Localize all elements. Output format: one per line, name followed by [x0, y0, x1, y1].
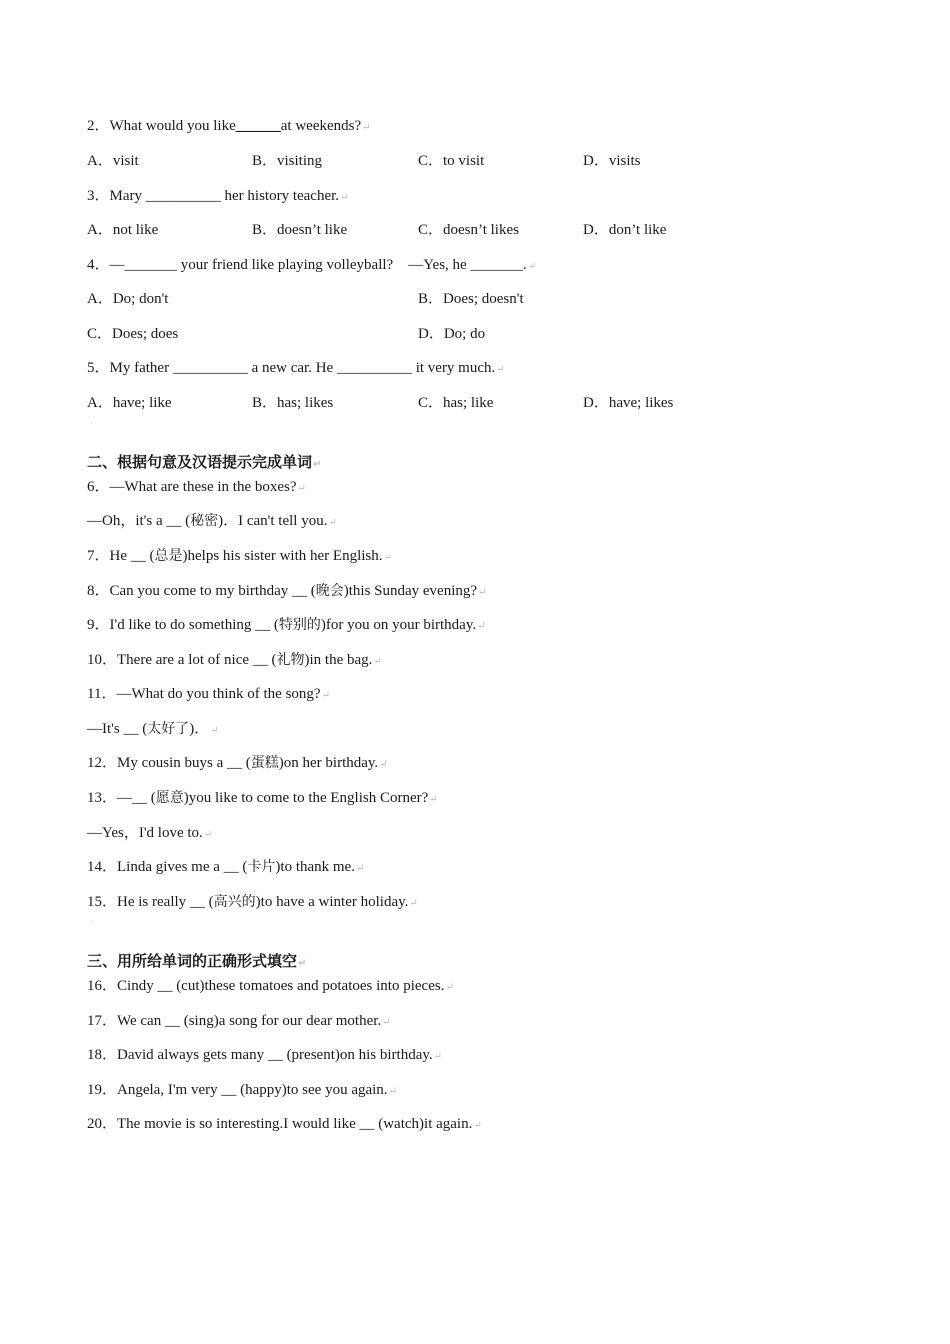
question-4: 4．—_______ your friend like playing volleyball? —Yes, he _______.↵: [87, 257, 537, 273]
question-text: I'd like to do something __ (: [109, 617, 279, 633]
question-14: 14．Linda gives me a __ (卡片)to thank me.↵: [87, 859, 365, 875]
question-number: 3．: [87, 188, 110, 204]
option-a: A．have; like: [87, 395, 172, 411]
question-13-line2: —Yes，I'd love to.↵: [87, 825, 213, 841]
chinese-hint: 蛋糕: [250, 755, 279, 771]
question-10: 10．There are a lot of nice __ (礼物)in the bag.↵: [87, 652, 382, 668]
question-text: We can __ (sing)a song for our dear mother.: [117, 1013, 382, 1029]
option-c: C．Does; does: [87, 326, 179, 342]
question-number: 6．: [87, 479, 110, 495]
question-2: 2．What would you like______at weekends?↵: [87, 118, 371, 134]
question-6: 6．—What are these in the boxes?↵: [87, 479, 306, 495]
question-number: 20．: [87, 1116, 118, 1132]
chinese-hint: 晚会: [315, 583, 344, 599]
option-a: A．not like: [87, 222, 159, 238]
question-text: My cousin buys a __ (: [117, 755, 251, 771]
question-text: Mary __________ her history teacher.: [109, 188, 340, 204]
section-title: 三、用所给单词的正确形式填空: [87, 952, 298, 970]
option-a: A．Do; don't: [87, 291, 169, 307]
question-text: Cindy __ (cut)these tomatoes and potatoes into pieces.: [117, 978, 445, 994]
question-text: —What do you think of the song?: [116, 686, 321, 702]
question-number: 8．: [87, 583, 110, 599]
question-text: Can you come to my birthday __ (: [109, 583, 316, 599]
option-b: B．has; likes: [252, 395, 334, 411]
chinese-hint: 高兴的: [213, 894, 256, 910]
question-text: What would you like: [109, 118, 236, 134]
paragraph-mark: ·: [90, 418, 93, 428]
section-3-heading: 三、用所给单词的正确形式填空↵: [87, 952, 307, 970]
chinese-hint: 总是: [154, 548, 183, 564]
question-number: 7．: [87, 548, 110, 564]
question-18: 18．David always gets many __ (present)on his birthday.↵: [87, 1047, 443, 1063]
question-number: 14．: [87, 859, 118, 875]
question-number: 18．: [87, 1047, 118, 1063]
question-text: )on her birthday.: [278, 755, 379, 771]
question-text: —What are these in the boxes?: [109, 479, 297, 495]
option-d: D．Do; do: [418, 326, 486, 342]
chinese-hint: 特别的: [278, 617, 321, 633]
question-number: 11．: [87, 686, 117, 702]
answer-blank: ______: [235, 118, 281, 134]
question-text: )you like to come to the English Corner?: [183, 790, 429, 806]
question-19: 19．Angela, I'm very __ (happy)to see you again.↵: [87, 1082, 397, 1098]
question-6-line2: —Oh，it's a __ (秘密)．I can't tell you.↵: [87, 513, 337, 529]
question-number: 15．: [87, 894, 118, 910]
option-b: B．Does; doesn't: [418, 291, 524, 307]
question-20: 20．The movie is so interesting.I would like __ (watch)it again.↵: [87, 1116, 482, 1132]
option-d: D．have; likes: [583, 395, 674, 411]
option-c: C．doesn’t likes: [418, 222, 519, 238]
question-number: 16．: [87, 978, 118, 994]
question-number: 12．: [87, 755, 118, 771]
option-d: D．don’t like: [583, 222, 667, 238]
question-number: 17．: [87, 1013, 118, 1029]
question-3: 3．Mary __________ her history teacher.↵: [87, 188, 349, 204]
option-b: B．doesn’t like: [252, 222, 348, 238]
question-text: )helps his sister with her English.: [182, 548, 383, 564]
question-text: He is really __ (: [117, 894, 214, 910]
question-text: —_______ your friend like playing volleyball? —Yes, he _______.: [109, 257, 527, 273]
question-text: )this Sunday evening?: [343, 583, 478, 599]
option-d: D．visits: [583, 153, 641, 169]
question-text: There are a lot of nice __ (: [117, 652, 277, 668]
option-b: B．visiting: [252, 153, 323, 169]
question-text: The movie is so interesting.I would like __ (watch)it again.: [117, 1116, 473, 1132]
question-number: 5．: [87, 360, 110, 376]
question-17: 17．We can __ (sing)a song for our dear mother.↵: [87, 1013, 391, 1029]
question-number: 9．: [87, 617, 110, 633]
question-text: )to have a winter holiday.: [255, 894, 409, 910]
question-text: )．I can't tell you.: [218, 513, 328, 529]
chinese-hint: 秘密: [190, 513, 219, 529]
section-title: 二、根据句意及汉语提示完成单词: [87, 453, 313, 471]
question-8: 8．Can you come to my birthday __ (晚会)this Sunday evening?↵: [87, 583, 487, 599]
chinese-hint: 礼物: [276, 652, 305, 668]
question-text: —It's __ (: [87, 721, 148, 737]
question-13: 13．—__ (愿意)you like to come to the English Corner?↵: [87, 790, 438, 806]
question-15: 15．He is really __ (高兴的)to have a winter holiday.↵: [87, 894, 418, 910]
chinese-hint: 愿意: [155, 790, 184, 806]
option-c: C．has; like: [418, 395, 494, 411]
question-number: 4．: [87, 257, 110, 273]
question-text: )in the bag.: [304, 652, 373, 668]
question-text: —__ (: [117, 790, 156, 806]
question-number: 2．: [87, 118, 110, 134]
question-number: 10．: [87, 652, 118, 668]
option-c: C．to visit: [418, 153, 485, 169]
question-9: 9．I'd like to do something __ (特别的)for you on your birthday.↵: [87, 617, 486, 633]
question-11: 11．—What do you think of the song?↵: [87, 686, 330, 702]
question-text: David always gets many __ (present)on his birthday.: [117, 1047, 433, 1063]
question-12: 12．My cousin buys a __ (蛋糕)on her birthday.↵: [87, 755, 388, 771]
question-text: Angela, I'm very __ (happy)to see you again.: [117, 1082, 388, 1098]
chinese-hint: 卡片: [247, 859, 276, 875]
question-text: —Yes，I'd love to.: [87, 825, 203, 841]
question-text: )for you on your birthday.: [320, 617, 477, 633]
question-7: 7．He __ (总是)helps his sister with her English.↵: [87, 548, 392, 564]
question-text: My father __________ a new car. He __________ it very much.: [109, 360, 496, 376]
question-11-line2: —It's __ (太好了)．↵: [87, 721, 219, 737]
paragraph-mark: ·: [90, 917, 93, 927]
question-text: )to thank me.: [275, 859, 355, 875]
section-2-heading: 二、根据句意及汉语提示完成单词↵: [87, 453, 322, 471]
question-5: 5．My father __________ a new car. He __________ it very much.↵: [87, 360, 505, 376]
question-text: )．: [189, 721, 210, 737]
question-text: He __ (: [109, 548, 155, 564]
question-16: 16．Cindy __ (cut)these tomatoes and potatoes into pieces.↵: [87, 978, 454, 994]
option-a: A．visit: [87, 153, 139, 169]
chinese-hint: 太好了: [147, 721, 190, 737]
question-number: 19．: [87, 1082, 118, 1098]
question-text: at weekends?: [280, 118, 362, 134]
question-text: —Oh，it's a __ (: [87, 513, 191, 529]
question-text: Linda gives me a __ (: [117, 859, 248, 875]
question-number: 13．: [87, 790, 118, 806]
